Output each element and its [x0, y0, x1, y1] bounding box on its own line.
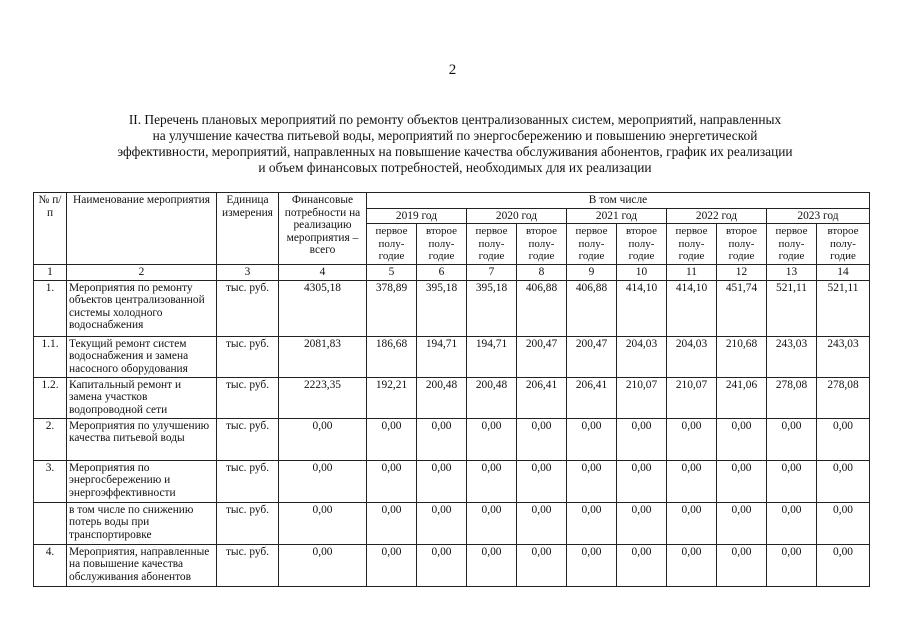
row-value: 0,00 — [667, 460, 717, 502]
document-title — [60, 112, 850, 176]
row-name: Мероприятия по улучшению качества питьевой воды — [67, 418, 217, 460]
header-second-half: второе полу- годие — [417, 224, 467, 265]
row-unit: тыс. руб. — [217, 544, 279, 586]
row-value: 395,18 — [467, 280, 517, 336]
row-value: 0,00 — [417, 460, 467, 502]
header-first-half: первое полу- годие — [567, 224, 617, 265]
row-name: в том числе по снижению потерь воды при транспортировке — [67, 502, 217, 544]
table-row — [34, 502, 870, 544]
row-value: 521,11 — [817, 280, 870, 336]
header-year: 2019 год — [367, 208, 467, 224]
row-value: 378,89 — [367, 280, 417, 336]
row-number: 2. — [34, 418, 67, 460]
row-value: 0,00 — [567, 544, 617, 586]
row-value: 0,00 — [467, 544, 517, 586]
row-number: 1.1. — [34, 336, 67, 377]
row-total: 2223,35 — [279, 377, 367, 418]
row-total: 0,00 — [279, 544, 367, 586]
row-value: 0,00 — [517, 502, 567, 544]
row-value: 204,03 — [667, 336, 717, 377]
row-value: 200,47 — [567, 336, 617, 377]
row-value: 0,00 — [817, 502, 870, 544]
column-number: 5 — [367, 264, 417, 280]
title-line: II. Перечень плановых мероприятий по ремонту объектов централизованных систем, мероприятий, направленных — [128, 112, 782, 127]
table-row — [34, 544, 870, 586]
header-year: 2023 год — [767, 208, 870, 224]
column-number: 13 — [767, 264, 817, 280]
column-number: 3 — [217, 264, 279, 280]
header-year: 2020 год — [467, 208, 567, 224]
row-value: 0,00 — [617, 502, 667, 544]
row-value: 0,00 — [517, 460, 567, 502]
row-number: 1. — [34, 280, 67, 336]
plan-table — [33, 192, 870, 587]
row-value: 204,03 — [617, 336, 667, 377]
row-value: 194,71 — [467, 336, 517, 377]
row-name: Мероприятия по ремонту объектов централизованной системы холодного водоснабжения — [67, 280, 217, 336]
row-value: 0,00 — [617, 460, 667, 502]
row-value: 0,00 — [467, 460, 517, 502]
column-number: 11 — [667, 264, 717, 280]
row-value: 0,00 — [717, 460, 767, 502]
table-row — [34, 377, 870, 418]
row-value: 243,03 — [817, 336, 870, 377]
row-value: 0,00 — [667, 418, 717, 460]
header-second-half: второе полу- годие — [517, 224, 567, 265]
header-finance: Финансовые потребности на реализацию мероприятия – всего — [279, 193, 367, 265]
header-first-half: первое полу- годие — [367, 224, 417, 265]
header-year: 2021 год — [567, 208, 667, 224]
row-value: 192,21 — [367, 377, 417, 418]
column-number: 4 — [279, 264, 367, 280]
header-including: В том числе — [367, 193, 870, 209]
row-value: 206,41 — [567, 377, 617, 418]
row-unit: тыс. руб. — [217, 460, 279, 502]
row-value: 0,00 — [417, 418, 467, 460]
row-value: 0,00 — [817, 544, 870, 586]
table-row — [34, 418, 870, 460]
column-number: 2 — [67, 264, 217, 280]
row-value: 0,00 — [467, 502, 517, 544]
row-value: 406,88 — [517, 280, 567, 336]
row-value: 0,00 — [417, 502, 467, 544]
row-unit: тыс. руб. — [217, 280, 279, 336]
row-value: 0,00 — [567, 460, 617, 502]
title-line: на улучшение качества питьевой воды, мероприятий по энергосбережению и повышению энергетической — [152, 128, 758, 143]
header-second-half: второе полу- годие — [717, 224, 767, 265]
row-value: 278,08 — [817, 377, 870, 418]
column-number: 7 — [467, 264, 517, 280]
row-value: 0,00 — [717, 418, 767, 460]
row-unit: тыс. руб. — [217, 377, 279, 418]
row-value: 243,03 — [767, 336, 817, 377]
row-value: 521,11 — [767, 280, 817, 336]
row-value: 0,00 — [367, 544, 417, 586]
row-value: 0,00 — [817, 418, 870, 460]
row-value: 406,88 — [567, 280, 617, 336]
column-number: 14 — [817, 264, 870, 280]
title-line: эффективности, мероприятий, направленных на повышение качества обслуживания абонентов, график их реализации — [117, 144, 793, 159]
row-value: 210,07 — [667, 377, 717, 418]
row-value: 206,41 — [517, 377, 567, 418]
row-value: 0,00 — [367, 418, 417, 460]
row-value: 0,00 — [767, 418, 817, 460]
row-value: 0,00 — [717, 544, 767, 586]
row-total: 0,00 — [279, 502, 367, 544]
row-value: 200,47 — [517, 336, 567, 377]
row-number: 4. — [34, 544, 67, 586]
table-row — [34, 336, 870, 377]
header-second-half: второе полу- годие — [817, 224, 870, 265]
table-row — [34, 460, 870, 502]
table-row — [34, 280, 870, 336]
row-unit: тыс. руб. — [217, 502, 279, 544]
row-value: 0,00 — [767, 460, 817, 502]
row-value: 414,10 — [667, 280, 717, 336]
header-unit: Единица измерения — [217, 193, 279, 265]
row-number — [34, 502, 67, 544]
row-value: 0,00 — [367, 502, 417, 544]
column-number: 9 — [567, 264, 617, 280]
row-total: 0,00 — [279, 460, 367, 502]
row-value: 0,00 — [667, 544, 717, 586]
header-second-half: второе полу- годие — [617, 224, 667, 265]
header-first-half: первое полу- годие — [767, 224, 817, 265]
row-value: 194,71 — [417, 336, 467, 377]
row-value: 0,00 — [467, 418, 517, 460]
column-number: 1 — [34, 264, 67, 280]
row-value: 0,00 — [367, 460, 417, 502]
row-value: 241,06 — [717, 377, 767, 418]
row-value: 0,00 — [767, 544, 817, 586]
row-total: 2081,83 — [279, 336, 367, 377]
row-value: 0,00 — [567, 418, 617, 460]
row-total: 0,00 — [279, 418, 367, 460]
row-value: 0,00 — [417, 544, 467, 586]
row-number: 1.2. — [34, 377, 67, 418]
page-number: 2 — [448, 62, 457, 78]
row-value: 0,00 — [617, 418, 667, 460]
row-value: 0,00 — [717, 502, 767, 544]
row-value: 200,48 — [467, 377, 517, 418]
row-value: 210,07 — [617, 377, 667, 418]
row-value: 0,00 — [617, 544, 667, 586]
row-name: Мероприятия по энергосбережению и энергоэффективности — [67, 460, 217, 502]
row-value: 414,10 — [617, 280, 667, 336]
header-name: Наименование мероприятия — [67, 193, 217, 265]
column-number: 8 — [517, 264, 567, 280]
row-value: 0,00 — [517, 418, 567, 460]
plan-table-body — [34, 280, 870, 586]
row-value: 210,68 — [717, 336, 767, 377]
title-line: и объем финансовых потребностей, необходимых для их реализации — [258, 160, 652, 175]
row-value: 0,00 — [817, 460, 870, 502]
row-unit: тыс. руб. — [217, 418, 279, 460]
column-number: 12 — [717, 264, 767, 280]
row-value: 395,18 — [417, 280, 467, 336]
row-total: 4305,18 — [279, 280, 367, 336]
row-value: 278,08 — [767, 377, 817, 418]
column-number: 10 — [617, 264, 667, 280]
row-value: 0,00 — [667, 502, 717, 544]
column-number-row — [34, 264, 870, 280]
row-name: Текущий ремонт систем водоснабжения и замена насосного оборудования — [67, 336, 217, 377]
row-value: 451,74 — [717, 280, 767, 336]
header-year: 2022 год — [667, 208, 767, 224]
row-name: Капитальный ремонт и замена участков водопроводной сети — [67, 377, 217, 418]
row-value: 0,00 — [767, 502, 817, 544]
row-value: 0,00 — [517, 544, 567, 586]
header-first-half: первое полу- годие — [667, 224, 717, 265]
row-name: Мероприятия, направленные на повышение качества обслуживания абонентов — [67, 544, 217, 586]
column-number: 6 — [417, 264, 467, 280]
row-value: 186,68 — [367, 336, 417, 377]
row-number: 3. — [34, 460, 67, 502]
header-first-half: первое полу- годие — [467, 224, 517, 265]
row-value: 200,48 — [417, 377, 467, 418]
header-num: № п/п — [34, 193, 67, 265]
row-value: 0,00 — [567, 502, 617, 544]
row-unit: тыс. руб. — [217, 336, 279, 377]
